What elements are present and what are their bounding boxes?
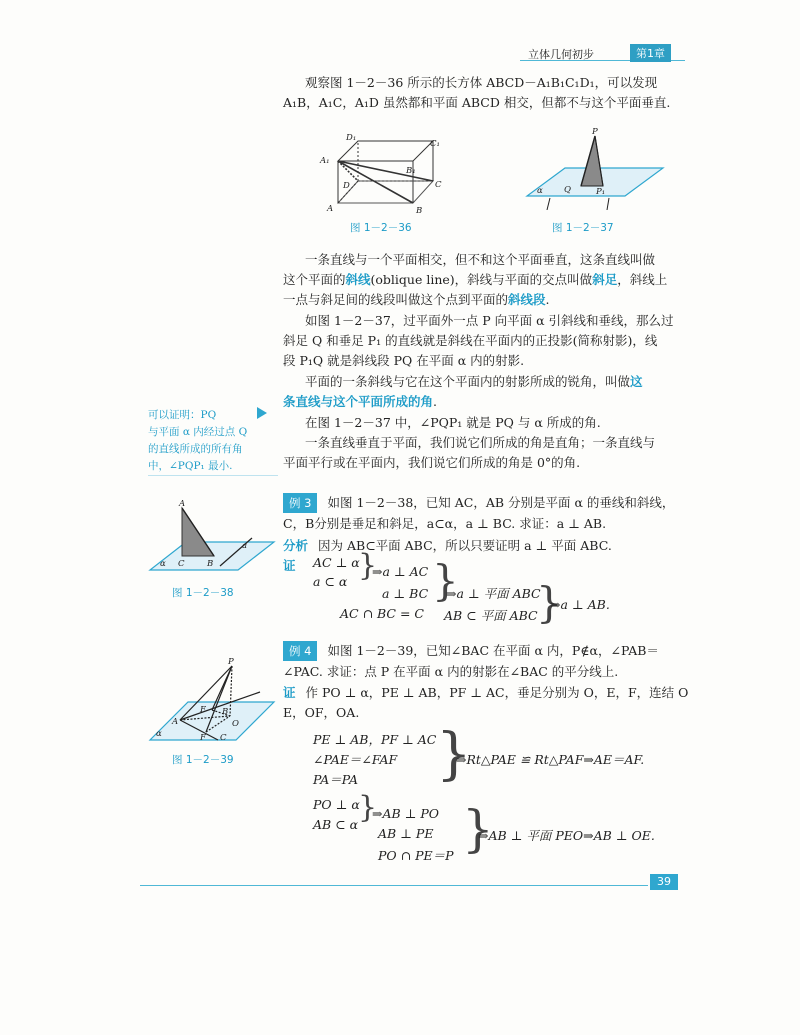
fig37-label-p1: P₁ [596,187,606,197]
figure-1-2-36 [318,133,443,215]
fig36-caption: 图 1－2－36 [350,222,412,234]
figure-1-2-39 [148,658,276,746]
example3-line-1: 例 3 如图 1－2－38，已知 AC，AB 分别是平面 α 的垂线和斜线， [283,493,674,513]
fig36-label-a1: A₁ [320,156,330,166]
sidenote: 可以证明：PQ 与平面 α 内经过点 Q 的直线所成的所有角 中，∠PQP₁ 最小. [148,409,248,472]
ex4-brace-1: } [436,722,472,787]
fig38-label-alpha: α [160,559,166,569]
term-oblique-line: 斜线 [345,272,371,287]
ex4-r6: ⇒AB ⊥ 平面 PEO⇒AB ⊥ OE. [478,828,655,843]
ex3-p8: ⇒a ⊥ AB. [550,597,610,612]
fig36-label-b1: B₁ [406,166,416,176]
ex3-p5: ⇒a ⊥ 平面 ABC [446,586,541,601]
page-number: 39 [650,874,678,890]
ex4-r3: ⇒AB ⊥ PO [372,806,440,821]
angle-def-line-2: 条直线与这个平面所成的角. [283,394,437,409]
example4-line-2: ∠PAC. 求证：点 P 在平面 α 内的射影在∠BAC 的平分线上. [283,664,619,679]
ex3-p2: a ⊂ α [313,574,348,589]
special-line-2: 平面平行或在平面内，我们说它们所成的角是 0°的角. [283,455,581,470]
sidenote-pointer-icon [256,406,268,420]
fig39-label-p: P [228,658,234,667]
projection-line-1: 如图 1－2－37，过平面外一点 P 向平面 α 引斜线和垂线，那么过 [305,313,674,328]
example4-line-1: 例 4 如图 1－2－39，已知∠BAC 在平面 α 内，P∉α，∠PAB＝ [283,641,659,661]
example4-line-3: 证 作 PO ⊥ α，PE ⊥ AB，PF ⊥ AC，垂足分别为 O，E，F，连结 O [283,685,689,700]
fig36-label-d: D [343,181,350,191]
fig36-label-d1: D₁ [346,133,357,143]
figure-1-2-38 [148,498,276,578]
ex4-q4: ⇒Rt△PAE ≌ Rt△PAF⇒AE＝AF. [456,752,645,767]
ex4-r1: PO ⊥ α [313,797,360,812]
definition-line-3: 一点与斜足间的线段叫做这个点到平面的斜线段. [283,292,550,307]
fig38-label-a: A [179,499,186,509]
ex3-p3: ⇒a ⊥ AC [372,564,429,579]
ex4-brace-3: } [462,800,494,858]
fig37-label-alpha: α [537,186,543,196]
projection-line-2: 斜足 Q 和垂足 P₁ 的直线就是斜线在平面内的正投影(简称射影)，线 [283,333,658,348]
fig38-label-b: B [207,559,214,569]
angle-def-line-1: 平面的一条斜线与它在这个平面内的射影所成的锐角，叫做这 [305,374,643,389]
fig39-caption: 图 1－2－39 [172,754,234,766]
ex3-p1: AC ⊥ α [313,555,360,570]
fig38-label-a-line: a [242,541,248,551]
special-line-1: 一条直线垂直于平面，我们说它们所成的角是直角；一条直线与 [305,435,656,450]
example4-line-4: E，OF，OA. [283,705,360,720]
fig36-label-c1: C₁ [430,139,440,149]
fig36-label-a: A [327,204,334,214]
intro-line-1: 观察图 1－2－36 所示的长方体 ABCD－A₁B₁C₁D₁，可以发现 [305,75,658,90]
definition-line-1: 一条直线与一个平面相交，但不和这个平面垂直，这条直线叫做 [305,252,656,267]
fig39-label-o: O [232,719,239,729]
sidenote-rule [148,475,278,476]
ex3-p7: AB ⊂ 平面 ABC [444,608,538,623]
ex4-r2: AB ⊂ α [313,817,359,832]
fig39-label-c: C [220,733,227,743]
ex3-brace-3: } [536,578,563,627]
fig39-label-b: B [222,707,229,717]
fig39-label-f: F [200,733,206,743]
example3-analysis: 分析 因为 AB⊂平面 ABC，所以只要证明 a ⊥ 平面 ABC. [283,538,612,553]
ex4-r5: PO ∩ PE＝P [378,848,454,863]
fig39-label-alpha: α [156,729,162,739]
example3-proof-label: 证 [283,558,296,573]
fig38-caption: 图 1－2－38 [172,587,234,599]
example4-tag: 例 4 [283,641,317,661]
fig37-label-p: P [592,128,598,137]
fig37-caption: 图 1－2－37 [552,222,614,234]
fig36-label-b: B [416,206,423,215]
definition-line-2: 这个平面的斜线(oblique line)，斜线与平面的交点叫做斜足，斜线上 [283,272,668,287]
ex4-q1: PE ⊥ AB，PF ⊥ AC [313,732,437,747]
intro-line-2: A₁B，A₁C，A₁D 虽然都和平面 ABCD 相交，但都不与这个平面垂直. [283,95,671,110]
ex4-q2: ∠PAE＝∠FAF [313,752,398,767]
fig39-label-e: E [200,705,207,715]
ex3-brace-2: } [432,556,459,605]
angle-example: 在图 1－2－37 中，∠PQP₁ 就是 PQ 与 α 所成的角. [305,415,601,430]
footer-rule [140,885,648,886]
fig38-label-c: C [178,559,185,569]
projection-line-3: 段 P₁Q 就是斜线段 PQ 在平面 α 内的射影. [283,353,525,368]
ex3-brace-1: } [358,548,378,583]
ex4-q3: PA＝PA [313,772,359,787]
fig36-label-c: C [435,180,442,190]
term-oblique-foot: 斜足 [592,272,618,287]
fig39-label-a: A [172,717,179,727]
example3-line-2: C，B分别是垂足和斜足，a⊂α，a ⊥ BC. 求证：a ⊥ AB. [283,516,607,531]
chapter-badge: 第1章 [630,44,671,62]
ex3-p6: AC ∩ BC = C [340,606,424,621]
ex4-brace-2: } [358,790,378,825]
ex4-r4: AB ⊥ PE [378,826,434,841]
term-oblique-segment: 斜线段 [508,292,546,307]
example3-tag: 例 3 [283,493,317,513]
ex3-p4: a ⊥ BC [382,586,429,601]
figure-1-2-37 [525,128,665,210]
term-line-plane-angle: 条直线与这个平面所成的角 [283,394,434,409]
header-section: 立体几何初步 [528,48,594,61]
fig37-label-q: Q [564,185,571,195]
